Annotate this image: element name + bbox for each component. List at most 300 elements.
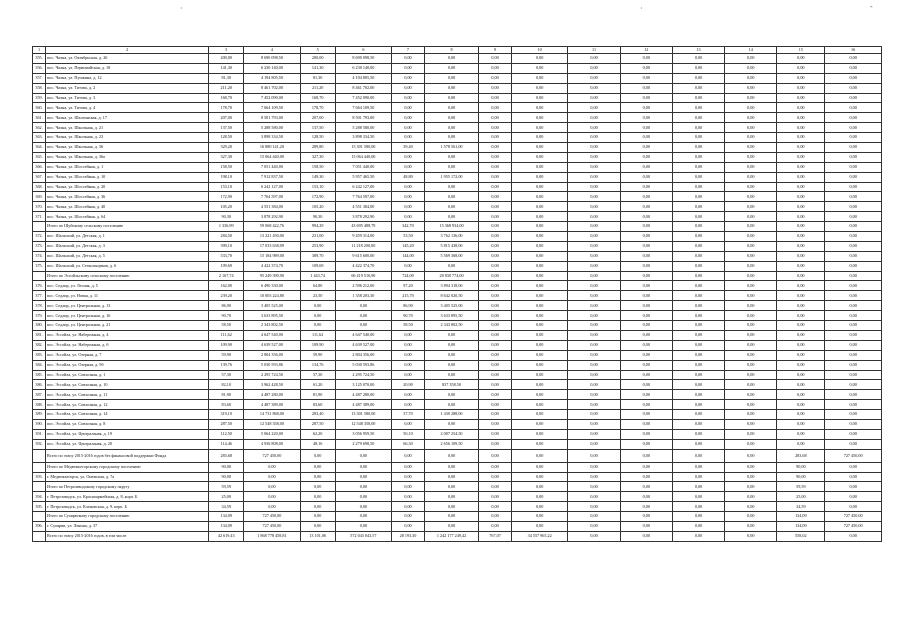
address-cell: пос. Чална, ул. Шоссейная, д. 40 [46,202,209,212]
value-cell: 172,90 [209,192,244,202]
value-cell: 0,00 [424,360,478,370]
address-cell: г. Медвежьегорск, ул. Онежская, д. 7а [46,472,209,482]
value-cell: 109,90 [300,340,335,350]
value-cell: 0,00 [479,182,512,192]
scan-mark: · [180,4,183,13]
value-cell: 0,00 [568,472,620,482]
value-cell: 0,00 [725,449,777,462]
value-cell: 0,00 [392,330,425,340]
address-cell: пос. Чална, ул. Титова, д. 2 [46,83,209,93]
value-cell: 0,00 [479,251,512,261]
value-cell: 59,90 [300,350,335,360]
value-cell: 59,59 [777,482,825,492]
row-number: 390. [33,419,46,429]
value-cell: 0,00 [825,241,882,251]
value-cell: 0,00 [725,212,777,222]
row-number: 385. [33,370,46,380]
value-cell: 0,00 [725,271,777,281]
value-cell: 0,00 [568,113,620,123]
value-cell: 0,00 [825,400,882,410]
value-cell: 0,00 [568,410,620,420]
scan-mark: · [640,4,643,13]
value-cell: 0,00 [479,202,512,212]
value-cell: 0,00 [424,63,478,73]
value-cell: 0,00 [424,462,478,472]
value-cell: 0,00 [300,449,335,462]
value-cell: 12 548 358,00 [244,419,301,429]
value-cell: 5 030 593,86 [335,360,392,370]
value-cell: 5 064 220,00 [244,429,301,439]
value-cell: 0,00 [392,123,425,133]
value-cell: 0,00 [620,370,672,380]
value-cell: 211,20 [300,83,335,93]
table-row [33,291,882,301]
value-cell: 0,00 [672,251,724,261]
value-cell: 0,00 [244,462,301,472]
row-number: 376. [33,281,46,291]
value-cell: 0,00 [725,103,777,113]
value-cell: 0,00 [392,462,425,472]
value-cell: 0,00 [335,449,392,462]
value-cell: 0,00 [725,261,777,271]
value-cell: 198,10 [209,172,244,182]
value-cell: 0,00 [672,502,724,512]
value-cell: 109,90 [209,340,244,350]
address-cell: пос. Чална, ул. Первомайская, д. 18 [46,63,209,73]
value-cell: 0,00 [725,400,777,410]
value-cell: 0,00 [392,192,425,202]
value-cell: 0,00 [620,63,672,73]
value-cell: 6 242 127,00 [335,182,392,192]
value-cell: 0,00 [424,182,478,192]
value-cell: 231,00 [300,232,335,242]
value-cell: 0,00 [568,54,620,64]
value-cell: 0,00 [568,419,620,429]
value-cell: 0,00 [392,162,425,172]
value-cell: 0,00 [672,370,724,380]
value-cell: 0,00 [424,212,478,222]
value-cell: 0,00 [511,222,568,232]
column-header: 16 [825,47,882,54]
value-cell: 12 548 358,00 [335,419,392,429]
value-cell: 0,00 [511,172,568,182]
row-number: 364. [33,143,46,153]
value-cell: 0,00 [672,63,724,73]
value-cell: 0,00 [672,212,724,222]
value-cell: 0,00 [392,113,425,123]
value-cell: 0,00 [620,531,672,541]
value-cell: 59,59 [209,482,244,492]
address-cell: пос. Шальский, ул. Детская, д. 5 [46,251,209,261]
value-cell: 0,00 [568,311,620,321]
value-cell: 0,00 [620,93,672,103]
value-cell: 0,00 [511,291,568,301]
value-cell: 0,00 [568,172,620,182]
value-cell: 0,00 [568,241,620,251]
value-cell: 0,00 [568,390,620,400]
value-cell: 389,70 [300,251,335,261]
value-cell: 0,00 [568,192,620,202]
value-cell: 0,00 [424,482,478,492]
value-cell: 0,00 [511,439,568,449]
column-header: 14 [725,47,777,54]
value-cell: 0,00 [672,73,724,83]
value-cell: 0,00 [777,311,825,321]
total-row [33,449,882,462]
value-cell: 0,00 [424,419,478,429]
value-cell: 0,00 [777,330,825,340]
value-cell: 0,00 [725,192,777,202]
value-cell: 90,30 [209,212,244,222]
address-cell: Итого по Шуйскому сельскому поселению [46,222,209,232]
value-cell: 0,00 [511,502,568,512]
value-cell: 28 193,30 [392,531,425,541]
value-cell: 0,00 [479,143,512,153]
value-cell: 134,09 [209,512,244,522]
value-cell: 0,00 [300,512,335,522]
value-cell: 0,00 [620,482,672,492]
value-cell: 0,00 [620,281,672,291]
value-cell: 137,50 [209,123,244,133]
value-cell: 0,00 [479,73,512,83]
value-cell: 0,00 [511,113,568,123]
value-cell: 0,00 [511,192,568,202]
value-cell: 0,00 [568,512,620,522]
value-cell: 0,00 [479,93,512,103]
value-cell: 0,00 [725,311,777,321]
value-cell: 0,00 [620,123,672,133]
value-cell: 0,00 [300,311,335,321]
value-cell: 0,00 [392,400,425,410]
column-header: 12 [620,47,672,54]
row-number: 362. [33,123,46,133]
value-cell: 0,00 [672,429,724,439]
value-cell: 994,29 [300,222,335,232]
address-cell: пос. Седлир, ул. Лесная, д. 5 [46,281,209,291]
value-cell: 0,00 [479,162,512,172]
value-cell: 0,00 [479,360,512,370]
table-row [33,113,882,123]
value-cell: 0,00 [568,212,620,222]
value-cell: 0,00 [511,410,568,420]
table-row [33,103,882,113]
value-cell: 0,00 [568,103,620,113]
value-cell: 0,00 [511,63,568,73]
value-cell: 105,20 [209,202,244,212]
value-cell: 0,00 [620,502,672,512]
value-cell: 0,00 [392,350,425,360]
value-cell: 0,00 [511,251,568,261]
value-cell: 81,30 [209,73,244,83]
value-cell: 6 230 140,00 [244,63,301,73]
value-cell: 0,00 [568,63,620,73]
value-cell: 90,70 [209,311,244,321]
value-cell: 0,00 [392,419,425,429]
value-cell: 2 656 109,50 [424,439,478,449]
value-cell: 0,00 [620,419,672,429]
value-cell: 0,00 [672,531,724,541]
value-cell: 0,00 [479,350,512,360]
value-cell: 3 762 136,00 [424,232,478,242]
value-cell: 0,00 [424,261,478,271]
value-cell: 0,00 [392,133,425,143]
address-cell: пос. Эссойла, ул. Совхозная, д. 14 [46,410,209,420]
address-cell: пос. Чална, ул. Шоссейная, д. 64 [46,212,209,222]
value-cell: 207,00 [209,113,244,123]
value-cell: 0,00 [725,54,777,64]
value-cell: 283,68 [209,449,244,462]
value-cell: 3 056 959,50 [335,429,392,439]
value-cell: 0,00 [672,521,724,531]
value-cell: 0,00 [777,380,825,390]
value-cell: 0,00 [825,172,882,182]
table-row [33,410,882,420]
value-cell: 0,00 [244,482,301,492]
value-cell: 3 898 334,50 [335,133,392,143]
value-cell: 0,00 [777,192,825,202]
value-cell: 0,00 [568,133,620,143]
value-cell: 3 125 070,00 [335,380,392,390]
value-cell: 0,00 [725,162,777,172]
value-cell: 0,00 [620,202,672,212]
value-cell: 4 487 389,00 [244,400,301,410]
value-cell: 0,00 [511,370,568,380]
value-cell: 0,00 [335,502,392,512]
row-number [33,449,46,462]
table-row [33,73,882,83]
table-row [33,123,882,133]
value-cell: 0,00 [392,390,425,400]
row-number [33,482,46,492]
table-row [33,281,882,291]
value-cell: 48,80 [392,172,425,182]
value-cell: 0,00 [568,251,620,261]
value-cell: 0,00 [300,462,335,472]
table-row [33,340,882,350]
value-cell: 0,00 [392,152,425,162]
address-cell: пос. Чална, ул. Шалгинская, д. 17 [46,113,209,123]
value-cell: 0,00 [777,410,825,420]
value-cell: 137,50 [300,123,335,133]
value-cell: 2 295 724,50 [335,370,392,380]
value-cell: 7 051 440,00 [335,162,392,172]
value-cell: 141,30 [300,63,335,73]
value-cell: 8 690 098,50 [335,54,392,64]
value-cell: 0,00 [511,301,568,311]
value-cell: 727 450,00 [825,512,882,522]
value-cell: 0,00 [825,311,882,321]
value-cell: 5 030 593,86 [244,360,301,370]
table-row [33,93,882,103]
value-cell: 0,00 [424,330,478,340]
value-cell: 0,00 [392,370,425,380]
row-number: 370. [33,202,46,212]
table-row [33,502,882,512]
value-cell: 0,00 [672,462,724,472]
address-cell: пос. Чална, ул. Октябрьская, д. 26 [46,54,209,64]
value-cell: 0,00 [620,301,672,311]
value-cell: 0,00 [725,380,777,390]
value-cell: 5 569 368,00 [424,251,478,261]
value-cell: 3 894 318,00 [424,281,478,291]
value-cell: 0,00 [568,360,620,370]
value-cell: 83,60 [300,400,335,410]
column-header: 11 [568,47,620,54]
value-cell: 1 358 203,30 [335,291,392,301]
value-cell: 0,00 [672,380,724,390]
value-cell: 7 664 109,50 [335,103,392,113]
table-row [33,152,882,162]
value-cell: 58,50 [392,321,425,331]
value-cell: 0,00 [568,400,620,410]
value-cell: 727 450,00 [244,521,301,531]
row-number: 374. [33,251,46,261]
value-cell: 8 461 702,00 [244,83,301,93]
value-cell: 13 221 450,00 [244,232,301,242]
value-cell: 39,40 [392,143,425,153]
value-cell: 0,00 [511,462,568,472]
value-cell: 0,00 [620,472,672,482]
value-cell: 0,00 [568,340,620,350]
value-cell: 134,76 [300,360,335,370]
value-cell: 0,00 [777,63,825,73]
value-cell: 0,00 [479,63,512,73]
value-cell: 0,00 [479,370,512,380]
address-cell: пос. Шальский, ул. Детская, д. 3 [46,241,209,251]
value-cell: 2 804 356,00 [335,350,392,360]
value-cell: 28 830 774,00 [424,271,478,281]
value-cell: 0,00 [479,103,512,113]
address-cell: пос. Эссойла, ул. Совхозная, д. 11 [46,390,209,400]
value-cell: 0,00 [777,172,825,182]
value-cell: 20,90 [392,380,425,390]
value-cell: 0,00 [825,103,882,113]
value-cell: 0,00 [825,202,882,212]
value-cell: 0,00 [568,83,620,93]
value-cell: 215,70 [392,291,425,301]
address-cell: пос. Седлир, ул. Центральная, д. 13 [46,301,209,311]
value-cell: 0,00 [620,439,672,449]
column-header: 9 [479,47,512,54]
value-cell: 0,00 [511,311,568,321]
value-cell: 319,10 [209,410,244,420]
value-cell: 0,00 [511,400,568,410]
value-cell: 168,70 [209,93,244,103]
value-cell: 82,10 [209,380,244,390]
value-cell: 0,00 [392,360,425,370]
row-number: 361. [33,113,46,123]
column-header: 13 [672,47,724,54]
value-cell: 0,00 [672,472,724,482]
address-cell: пос. Чална, ул. Титова, д. 3 [46,93,209,103]
value-cell: 15 301 580,00 [335,143,392,153]
row-number: 358. [33,83,46,93]
row-number: 392. [33,439,46,449]
value-cell: 6 242 127,00 [244,182,301,192]
value-cell: 0,00 [620,521,672,531]
value-cell: 34,59 [209,502,244,512]
value-cell: 0,00 [777,360,825,370]
value-cell: 90,00 [209,462,244,472]
row-number: 356. [33,63,46,73]
value-cell: 172,90 [300,192,335,202]
value-cell: 0,00 [479,340,512,350]
value-cell: 145,20 [392,241,425,251]
value-cell: 0,00 [568,370,620,380]
value-cell: 57,30 [209,370,244,380]
value-cell: 0,00 [568,291,620,301]
value-cell: 112,50 [209,429,244,439]
value-cell: 0,00 [725,93,777,103]
value-cell: 0,00 [424,400,478,410]
value-cell: 0,00 [335,492,392,502]
value-cell: 0,00 [725,202,777,212]
value-cell: 90,00 [777,462,825,472]
value-cell: 0,00 [825,462,882,472]
address-cell: пос. Эссойла, ул. Совхозная, д. 12 [46,400,209,410]
value-cell: 43 695 488,79 [335,222,392,232]
value-cell: 0,00 [725,502,777,512]
value-cell: 211,20 [209,83,244,93]
value-cell: 2 596 212,00 [335,281,392,291]
value-cell: 9 615 600,00 [335,251,392,261]
value-cell: 207,00 [300,113,335,123]
value-cell: 8 501 793,00 [244,113,301,123]
value-cell: 0,00 [300,301,335,311]
value-cell: 8 690 098,50 [244,54,301,64]
value-cell: 0,00 [777,103,825,113]
value-cell: 0,00 [479,152,512,162]
column-header: 3 [209,47,244,54]
value-cell: 0,00 [620,241,672,251]
value-cell: 7 912 837,50 [244,172,301,182]
value-cell: 4 422 374,70 [244,261,301,271]
value-cell: 153,10 [300,182,335,192]
column-header: 7 [392,47,425,54]
value-cell: 0,00 [777,400,825,410]
value-cell: 0,00 [335,482,392,492]
value-cell: 342,70 [392,222,425,232]
value-cell: 0,00 [620,400,672,410]
value-cell: 109,69 [300,261,335,271]
value-cell: 0,00 [725,321,777,331]
row-number: 375. [33,261,46,271]
column-header: 15 [777,47,825,54]
value-cell: 0,00 [511,340,568,350]
value-cell: 0,00 [620,350,672,360]
value-cell: 0,00 [392,83,425,93]
scan-mark: - [870,2,873,11]
value-cell: 178,70 [300,103,335,113]
value-cell: 0,00 [620,330,672,340]
address-cell: пос. Эссойла, ул. Центральная, д. 19 [46,429,209,439]
value-cell: 0,00 [511,380,568,390]
row-number [33,531,46,541]
value-cell: 7 452 090,00 [244,93,301,103]
value-cell: 0,00 [568,232,620,242]
row-number: 360. [33,103,46,113]
value-cell: 0,00 [479,521,512,531]
row-number: 383. [33,350,46,360]
row-number: 368. [33,182,46,192]
value-cell: 253,90 [300,241,335,251]
value-cell: 0,00 [620,251,672,261]
value-cell: 0,00 [672,222,724,232]
value-cell: 0,00 [777,212,825,222]
value-cell: 0,00 [479,492,512,502]
value-cell: 0,00 [392,182,425,192]
value-cell: 0,00 [335,462,392,472]
